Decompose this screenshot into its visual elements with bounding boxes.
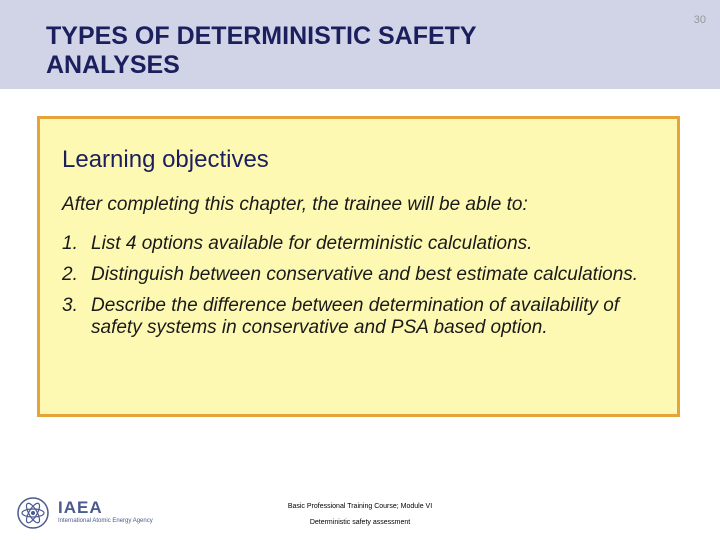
iaea-atom-emblem-icon	[16, 496, 50, 530]
objective-item	[62, 295, 662, 339]
objective-number: 1.	[62, 233, 78, 254]
objective-text: Distinguish between conservative and best estimate calculations.	[91, 264, 639, 285]
objective-text: List 4 options available for deterministic calculations.	[91, 233, 533, 254]
objective-number: 3.	[62, 295, 78, 316]
logo-name: IAEA	[58, 498, 103, 517]
objectives-heading: Learning objectives	[62, 146, 269, 173]
footer-topic: Deterministic safety assessment	[309, 519, 411, 526]
objective-number: 2.	[62, 264, 78, 285]
learning-objectives-box	[37, 116, 680, 417]
objective-item	[62, 233, 662, 255]
iaea-logo	[16, 496, 166, 530]
objective-text: Describe the difference between determination of availability of safety systems in conservative and PSA based option.	[91, 295, 620, 338]
objectives-list	[62, 233, 662, 348]
footer-course: Basic Professional Training Course; Module VI	[287, 503, 433, 510]
objective-item	[62, 264, 662, 286]
slide-title: TYPES OF DETERMINISTIC SAFETY ANALYSES	[46, 22, 477, 79]
page-number: 30	[693, 14, 706, 26]
logo-subtitle: International Atomic Energy Agency	[58, 518, 153, 524]
objectives-intro: After completing this chapter, the trainee will be able to:	[62, 194, 528, 215]
